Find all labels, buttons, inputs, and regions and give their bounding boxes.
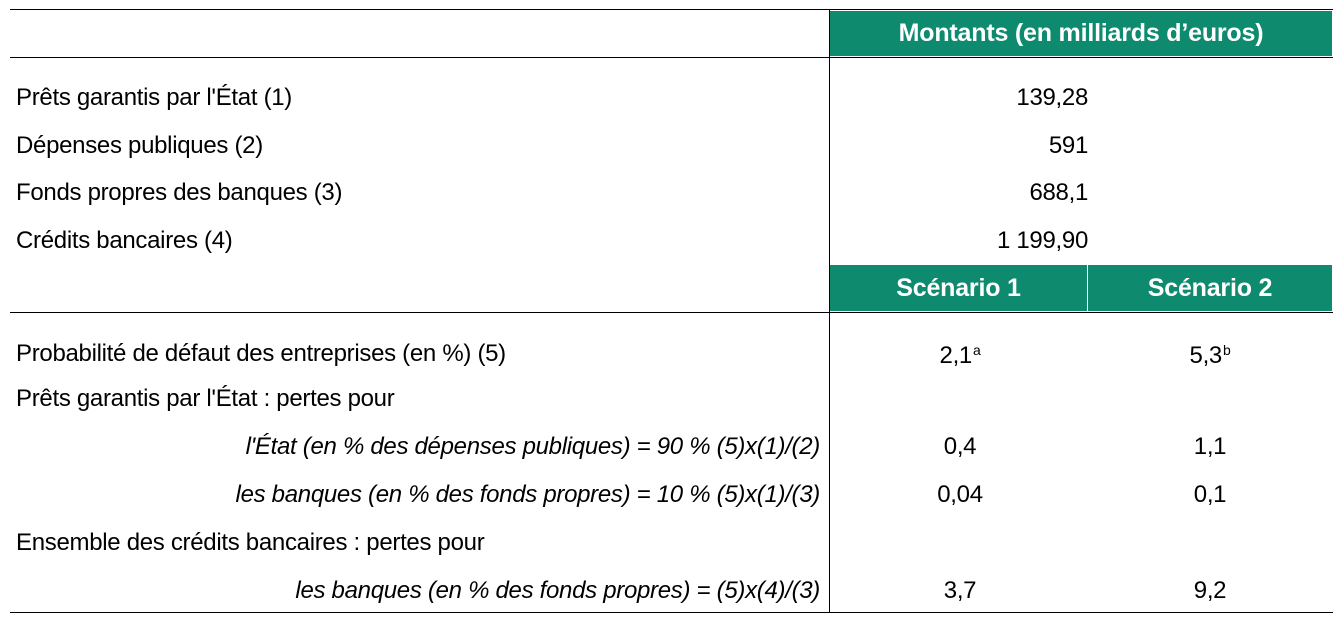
row-value-pge-state-loss-s2: 1,1 bbox=[1193, 433, 1227, 460]
row-value-public-spending: 591 bbox=[1048, 132, 1088, 159]
row-value-credit-bank-loss-s1: 3,7 bbox=[943, 577, 977, 604]
bottom-rule bbox=[10, 612, 1333, 613]
footnote-a: a bbox=[972, 342, 981, 358]
footnote-b: b bbox=[1222, 342, 1231, 358]
row-heading-pge-losses: Prêts garantis par l'État : pertes pour bbox=[16, 385, 395, 412]
row-value-pge-bank-loss-s2: 0,1 bbox=[1193, 481, 1227, 508]
top-rule bbox=[10, 9, 1333, 10]
row-label-bank-equity: Fonds propres des banques (3) bbox=[16, 179, 343, 206]
row-value-pge-state-loss-s1: 0,4 bbox=[943, 433, 977, 460]
row-label-default-probability: Probabilité de défaut des entreprises (en %) (5) bbox=[16, 340, 506, 367]
scenario-1-header: Scénario 1 bbox=[830, 265, 1087, 311]
row-value-bank-equity: 688,1 bbox=[1029, 179, 1088, 206]
default-probability-s1-value: 2,1 bbox=[939, 342, 972, 369]
row-value-pge: 139,28 bbox=[1016, 84, 1088, 111]
row-label-pge-state-loss: l'État (en % des dépenses publiques) = 90 % (5)x(1)/(2) bbox=[245, 433, 820, 460]
amounts-header: Montants (en milliards d’euros) bbox=[830, 11, 1332, 56]
default-probability-s2-value: 5,3 bbox=[1189, 342, 1222, 369]
row-label-credit-bank-loss: les banques (en % des fonds propres) = (5)x(4)/(3) bbox=[295, 577, 820, 604]
scenario-2-header: Scénario 2 bbox=[1088, 265, 1332, 311]
row-label-public-spending: Dépenses publiques (2) bbox=[16, 132, 263, 159]
scenario-header-rule bbox=[10, 312, 1333, 313]
row-label-pge: Prêts garantis par l'État (1) bbox=[16, 84, 292, 111]
row-value-pge-bank-loss-s1: 0,04 bbox=[937, 481, 983, 508]
row-heading-credit-losses: Ensemble des crédits bancaires : pertes pour bbox=[16, 529, 485, 556]
column-divider bbox=[829, 9, 830, 613]
row-value-bank-credit: 1 199,90 bbox=[996, 227, 1088, 254]
row-label-bank-credit: Crédits bancaires (4) bbox=[16, 227, 233, 254]
row-value-default-probability-s2 bbox=[1120, 341, 1300, 371]
row-value-default-probability-s1 bbox=[870, 341, 1050, 371]
header-rule bbox=[10, 57, 1333, 58]
row-value-credit-bank-loss-s2: 9,2 bbox=[1193, 577, 1227, 604]
row-label-pge-bank-loss: les banques (en % des fonds propres) = 10 % (5)x(1)/(3) bbox=[235, 481, 820, 508]
